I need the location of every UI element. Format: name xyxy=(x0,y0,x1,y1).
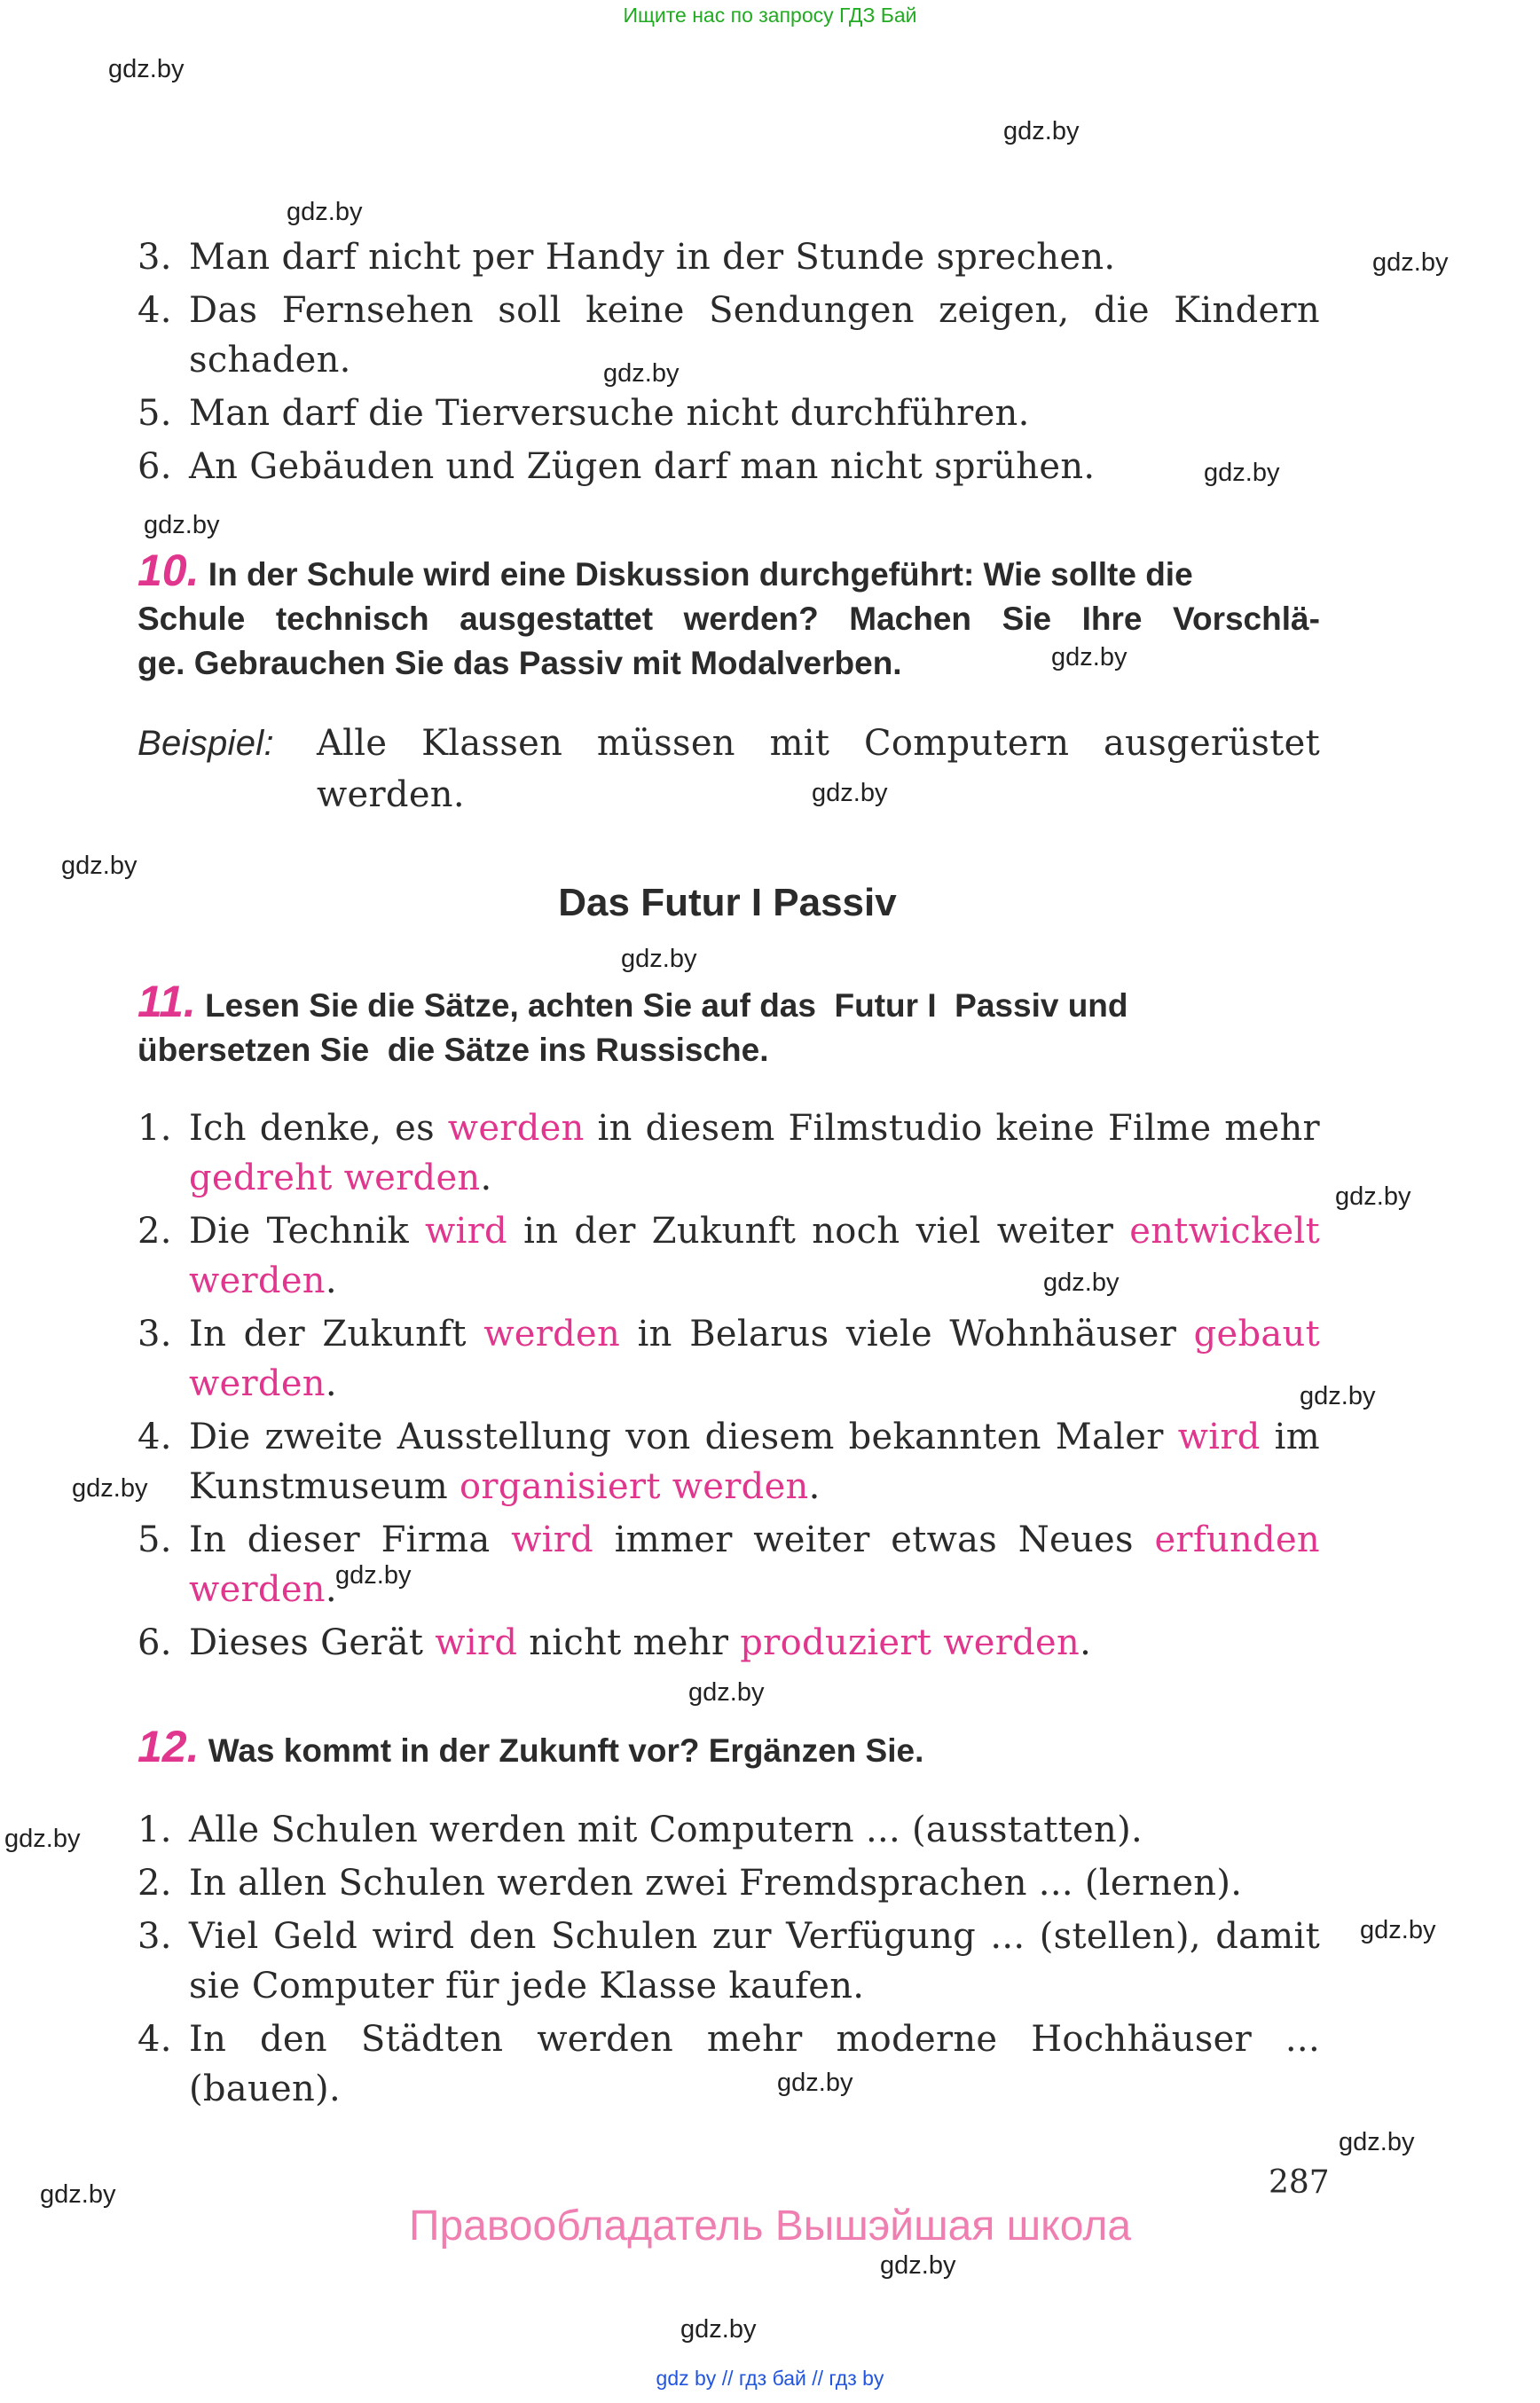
watermark: gdz.by xyxy=(777,2069,853,2097)
item-number: 4. xyxy=(138,290,172,331)
item-text: Viel Geld wird den Schulen zur Verfügung ... (stellen), damit xyxy=(189,1916,1320,1957)
top-banner[interactable]: Ищите нас по запросу ГДЗ Бай xyxy=(623,4,917,27)
watermark: gdz.by xyxy=(1335,1182,1411,1211)
item-text: werden. xyxy=(189,1260,337,1301)
item-text: Das Fernsehen soll keine Sendungen zeigen, die Kindern xyxy=(189,290,1320,331)
watermark: gdz.by xyxy=(1051,643,1128,671)
item-text: In allen Schulen werden zwei Fremdsprachen ... (lernen). xyxy=(189,1863,1243,1904)
beispiel-text: werden. xyxy=(317,774,465,815)
watermark: gdz.by xyxy=(61,852,138,880)
page-number: 287 xyxy=(1269,2164,1330,2201)
item-text: Dieses Gerät wird nicht mehr produziert werden. xyxy=(189,1622,1092,1663)
item-number: 3. xyxy=(138,1314,172,1355)
watermark: gdz.by xyxy=(880,2251,956,2280)
item-text: Man darf die Tierversuche nicht durchführen. xyxy=(189,393,1030,434)
item-number: 3. xyxy=(138,237,172,278)
exercise-10-line3: ge. Gebrauchen Sie das Passiv mit Modalverben. xyxy=(138,645,902,681)
item-text: werden. xyxy=(189,1363,337,1404)
item-text: An Gebäuden und Zügen darf man nicht sprühen. xyxy=(189,446,1096,487)
item-text: Die zweite Ausstellung von diesem bekannten Maler wird im xyxy=(189,1417,1320,1457)
item-number: 6. xyxy=(138,1622,172,1663)
watermark: gdz.by xyxy=(1339,2128,1415,2156)
watermark: gdz.by xyxy=(1043,1268,1120,1297)
exercise-number: 12. xyxy=(138,1722,200,1771)
exercise-11-line1: 11. Lesen Sie die Sätze, achten Sie auf das Futur I Passiv und xyxy=(138,977,1128,1026)
watermark: gdz.by xyxy=(680,2315,757,2344)
watermark: gdz.by xyxy=(108,55,185,83)
item-number: 5. xyxy=(138,393,172,434)
item-number: 5. xyxy=(138,1520,172,1560)
item-text: In den Städten werden mehr moderne Hochhäuser ... xyxy=(189,2019,1320,2060)
item-text: schaden. xyxy=(189,340,351,381)
item-number: 2. xyxy=(138,1211,172,1252)
watermark: gdz.by xyxy=(1003,117,1080,145)
item-text: Kunstmuseum organisiert werden. xyxy=(189,1466,821,1507)
beispiel-label: Beispiel: xyxy=(138,724,274,763)
section-heading: Das Futur I Passiv xyxy=(558,881,897,924)
watermark: gdz.by xyxy=(4,1825,81,1853)
item-text: Die Technik wird in der Zukunft noch viel weiter entwickelt xyxy=(189,1211,1320,1252)
item-text: (bauen). xyxy=(189,2069,341,2109)
exercise-number: 11. xyxy=(138,977,196,1026)
item-number: 1. xyxy=(138,1108,172,1149)
item-text: Alle Schulen werden mit Computern ... (ausstatten). xyxy=(189,1810,1143,1850)
beispiel-text: Alle Klassen müssen mit Computern ausgerüstet xyxy=(317,723,1320,764)
copyright-notice: Правообладатель Вышэйшая школа xyxy=(408,2203,1132,2250)
item-text: werden. xyxy=(189,1569,337,1610)
item-text: In der Zukunft werden in Belarus viele Wohnhäuser gebaut xyxy=(189,1314,1320,1355)
exercise-10-line2: Schule technisch ausgestattet werden? Machen Sie Ihre Vorschlä- xyxy=(138,601,1320,637)
item-number: 2. xyxy=(138,1863,172,1904)
item-number: 4. xyxy=(138,2019,172,2060)
item-number: 3. xyxy=(138,1916,172,1957)
item-text: Man darf nicht per Handy in der Stunde sprechen. xyxy=(189,237,1116,278)
watermark: gdz.by xyxy=(1300,1382,1376,1410)
exercise-number: 10. xyxy=(138,546,200,595)
watermark: gdz.by xyxy=(1372,248,1449,277)
item-text: sie Computer für jede Klasse kaufen. xyxy=(189,1966,865,2006)
watermark: gdz.by xyxy=(40,2180,116,2209)
watermark: gdz.by xyxy=(1360,1916,1436,1944)
item-text: Ich denke, es werden in diesem Filmstudio keine Filme mehr xyxy=(189,1108,1320,1149)
item-number: 1. xyxy=(138,1810,172,1850)
exercise-10-line1: 10. In der Schule wird eine Diskussion durchgeführt: Wie sollte die xyxy=(138,546,1193,595)
watermark: gdz.by xyxy=(72,1474,148,1503)
item-number: 6. xyxy=(138,446,172,487)
watermark: gdz.by xyxy=(287,198,363,226)
watermark: gdz.by xyxy=(603,359,680,388)
item-number: 4. xyxy=(138,1417,172,1457)
watermark: gdz.by xyxy=(688,1678,765,1707)
watermark: gdz.by xyxy=(812,779,888,807)
exercise-11-line2: übersetzen Sie die Sätze ins Russische. xyxy=(138,1032,769,1068)
watermark: gdz.by xyxy=(1204,459,1280,487)
bottom-banner[interactable]: gdz by // гдз бай // гдз by xyxy=(656,2367,884,2390)
watermark: gdz.by xyxy=(335,1561,412,1590)
watermark: gdz.by xyxy=(621,945,697,973)
item-text: In dieser Firma wird immer weiter etwas Neues erfunden xyxy=(189,1520,1320,1560)
exercise-12-title: 12. Was kommt in der Zukunft vor? Ergänzen Sie. xyxy=(138,1722,924,1771)
item-text: gedreht werden. xyxy=(189,1158,492,1198)
watermark: gdz.by xyxy=(144,511,220,539)
